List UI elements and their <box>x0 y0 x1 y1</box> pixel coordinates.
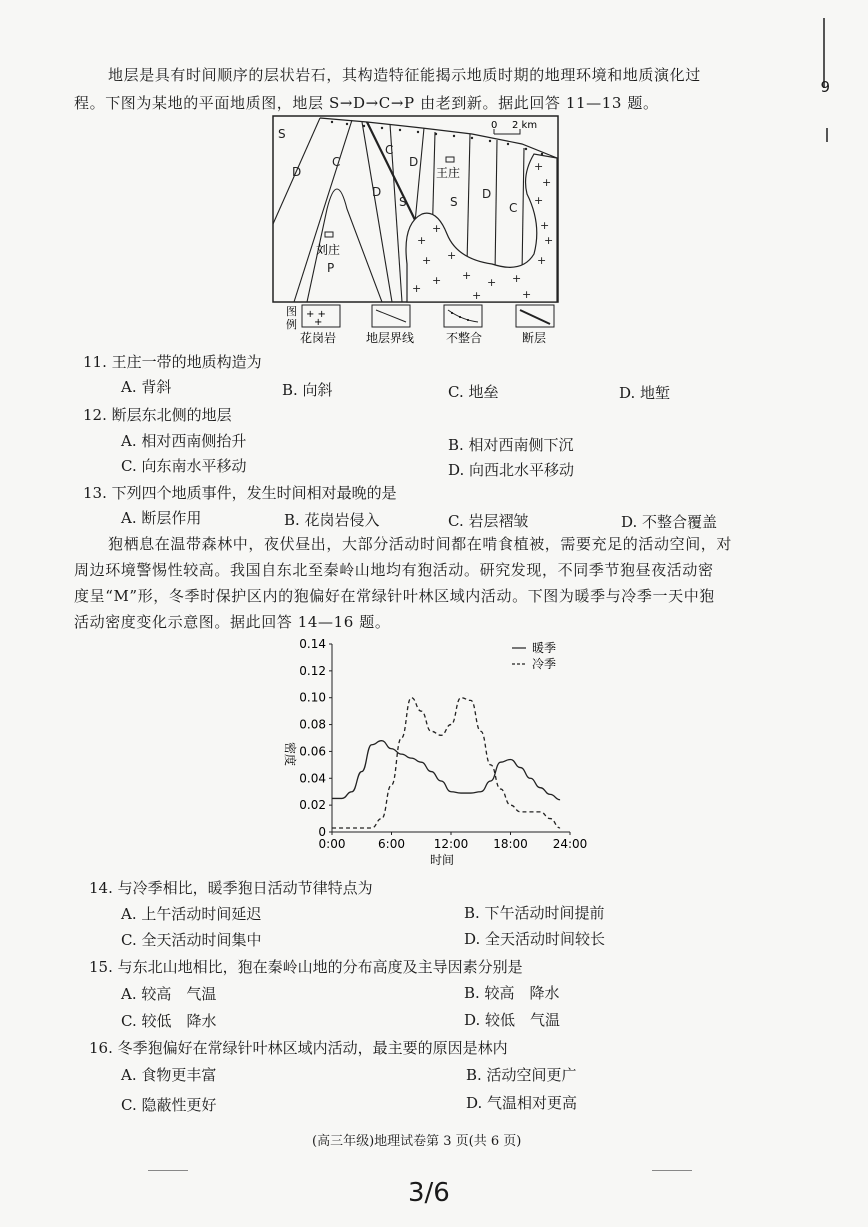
stratum-label: D <box>409 155 419 169</box>
q15-option-b: B. 较高 降水 <box>464 984 560 1002</box>
svg-text:+: + <box>537 254 547 267</box>
q14-option-a: A. 上午活动时间延迟 <box>121 905 262 923</box>
legend-unconformity-swatch <box>444 305 482 327</box>
x-tick-label: 0:00 <box>318 837 346 851</box>
wangzhuang-marker <box>446 157 454 162</box>
stratum-label: D <box>482 187 492 201</box>
svg-text:2 km: 2 km <box>512 120 538 131</box>
q14-option-d: D. 全天活动时间较长 <box>464 930 606 948</box>
q12-option-d: D. 向西北水平移动 <box>448 461 575 479</box>
y-axis-label: 密度 <box>283 742 297 767</box>
q15-option-a: A. 较高 气温 <box>121 985 217 1003</box>
svg-text:+: + <box>534 160 544 173</box>
stratum-label: C <box>332 155 341 169</box>
footer-rule-right <box>652 1170 692 1171</box>
legend-title-2: 例 <box>286 318 297 331</box>
q15-option-c: C. 较低 降水 <box>121 1012 217 1030</box>
question-16-stem: 16. 冬季狍偏好在常绿针叶林区域内活动，最主要的原因是林内 <box>89 1039 508 1057</box>
stratum-label: P <box>327 261 335 275</box>
legend-cold: 冷季 <box>532 657 557 671</box>
stratum-label: D <box>292 165 302 179</box>
y-tick-label: 0.14 <box>299 637 326 651</box>
q12-option-b: B. 相对西南侧下沉 <box>448 436 574 454</box>
x-tick-label: 12:00 <box>433 837 469 851</box>
svg-text:+: + <box>544 234 554 247</box>
q11-option-d: D. 地堑 <box>619 384 671 402</box>
intro-2-line-4: 活动密度变化示意图。据此回答 14—16 题。 <box>74 613 391 631</box>
q14-option-b: B. 下午活动时间提前 <box>464 904 605 922</box>
legend-title-1: 图 <box>286 305 297 318</box>
q14-option-c: C. 全天活动时间集中 <box>121 931 262 949</box>
svg-text:+: + <box>542 176 552 189</box>
q11-option-c: C. 地垒 <box>448 383 499 401</box>
svg-text:+: + <box>412 282 422 295</box>
question-14-stem: 14. 与冷季相比，暖季狍日活动节律特点为 <box>89 879 373 897</box>
stratum-label: C <box>509 201 518 215</box>
q16-option-b: B. 活动空间更广 <box>466 1066 577 1084</box>
svg-text:+: + <box>512 272 522 285</box>
svg-text:+: + <box>432 274 442 287</box>
y-tick-label: 0.06 <box>299 744 326 759</box>
q12-option-a: A. 相对西南侧抬升 <box>121 432 247 450</box>
stratum-label: S <box>399 195 407 209</box>
q11-option-a: A. 背斜 <box>121 378 172 396</box>
svg-text:+: + <box>422 254 432 267</box>
place-wangzhuang: 王庄 <box>436 166 461 180</box>
q11-option-b: B. 向斜 <box>282 381 333 399</box>
svg-text:+: + <box>540 219 550 232</box>
granite-body <box>406 154 557 302</box>
question-11-stem: 11. 王庄一带的地质构造为 <box>83 353 262 371</box>
x-tick-label: 18:00 <box>493 837 528 851</box>
q13-option-a: A. 断层作用 <box>121 509 202 527</box>
svg-text:+: + <box>522 288 532 301</box>
page-edge-number: 9 <box>820 78 830 96</box>
q13-option-b: B. 花岗岩侵入 <box>284 511 380 529</box>
x-tick-label: 6:00 <box>378 837 405 851</box>
stratum-label: S <box>450 195 458 209</box>
legend-label: 断层 <box>522 331 547 345</box>
svg-text:+: + <box>417 234 427 247</box>
footer-rule-left <box>148 1170 188 1171</box>
q15-option-d: D. 较低 气温 <box>464 1011 561 1029</box>
svg-text:+: + <box>432 222 442 235</box>
q12-option-c: C. 向东南水平移动 <box>121 457 247 475</box>
svg-text:+: + <box>534 194 544 207</box>
page-number: 3/6 <box>408 1178 450 1208</box>
place-liuzhuang: 刘庄 <box>316 243 341 257</box>
question-12-stem: 12. 断层东北侧的地层 <box>83 406 232 424</box>
series-warm-line <box>332 741 560 800</box>
page-footer: (高三年级)地理试卷第 3 页(共 6 页) <box>312 1134 522 1149</box>
stratum-label: D <box>372 185 382 199</box>
y-tick-label: 0 <box>318 825 326 839</box>
y-tick-label: 0.08 <box>299 717 326 732</box>
stratum-label: S <box>278 127 286 141</box>
liuzhuang-marker <box>325 232 333 237</box>
intro-2-line-3: 度呈“M”形，冬季时保护区内的狍偏好在常绿针叶林区域内活动。下图为暖季与冷季一天中狍 <box>74 587 715 605</box>
q16-option-c: C. 隐蔽性更好 <box>121 1096 217 1114</box>
y-tick-label: 0.10 <box>299 690 326 705</box>
x-axis-label: 时间 <box>430 853 455 867</box>
legend-label: 不整合 <box>446 331 483 345</box>
legend-label: 地层界线 <box>366 331 415 345</box>
question-15-stem: 15. 与东北山地相比，狍在秦岭山地的分布高度及主导因素分别是 <box>89 958 523 976</box>
intro-2-line-1: 狍栖息在温带森林中，夜伏昼出，大部分活动时间都在啃食植被，需要充足的活动空间，对 <box>108 535 733 553</box>
svg-text:+: + <box>487 276 497 289</box>
question-13-stem: 13. 下列四个地质事件，发生时间相对最晚的是 <box>83 484 397 502</box>
intro-1-line-2: 程。下图为某地的平面地质图，地层 S→D→C→P 由老到新。据此回答 11—13 题。 <box>74 94 659 112</box>
svg-text:+: + <box>472 289 482 302</box>
intro-1-line-1: 地层是具有时间顺序的层状岩石，其构造特征能揭示地质时期的地理环境和地质演化过 <box>108 66 701 84</box>
svg-text:+: + <box>314 317 323 328</box>
fault-line <box>367 122 417 224</box>
q13-option-c: C. 岩层褶皱 <box>448 512 529 530</box>
legend-label: 花岗岩 <box>300 331 337 345</box>
scale-bar <box>491 120 537 134</box>
activity-density-chart <box>280 632 610 872</box>
x-tick-label: 24:00 <box>552 837 588 851</box>
legend-warm: 暖季 <box>532 641 557 655</box>
svg-text:+: + <box>462 269 472 282</box>
stratum-label: C <box>385 143 394 157</box>
y-tick-label: 0.02 <box>299 798 326 813</box>
svg-text:+ +: + + <box>306 309 326 320</box>
svg-text:+: + <box>447 249 457 262</box>
page-edge-tick <box>826 128 828 142</box>
chart-legend <box>512 640 556 671</box>
q13-option-d: D. 不整合覆盖 <box>621 513 718 531</box>
y-tick-label: 0.12 <box>299 663 326 678</box>
geologic-map <box>272 114 562 350</box>
intro-2-line-2: 周边环境警惕性较高。我国自东北至秦岭山地均有狍活动。研究发现，不同季节狍昼夜活动密 <box>74 561 714 579</box>
q16-option-d: D. 气温相对更高 <box>466 1094 578 1112</box>
q16-option-a: A. 食物更丰富 <box>121 1066 217 1084</box>
svg-text:0: 0 <box>491 120 498 131</box>
y-tick-label: 0.04 <box>299 771 326 786</box>
